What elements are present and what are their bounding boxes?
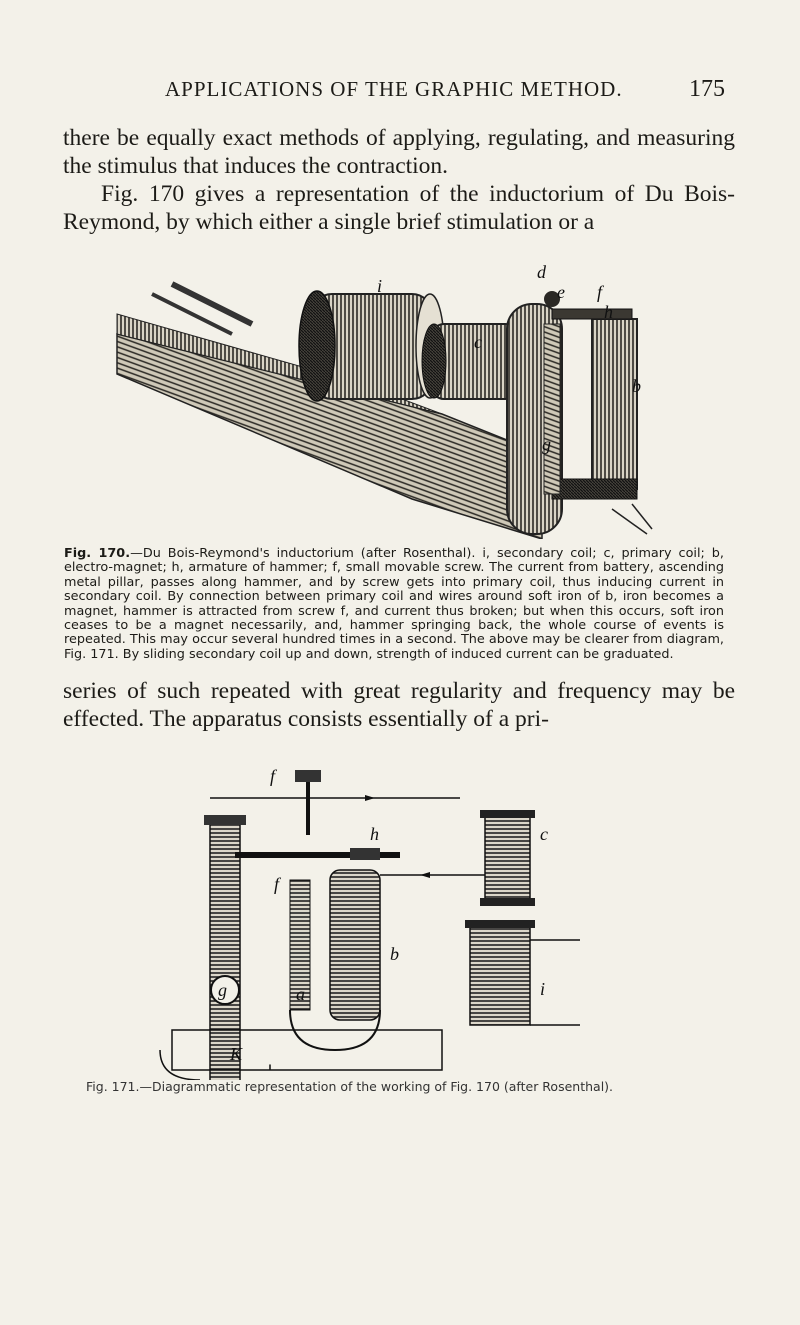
fig170-label-c: c [474,332,482,352]
fig170-label-f: f [597,282,603,302]
fig170-label-h: h [604,302,613,322]
paragraph-1-line-2: Fig. 170 gives a representation of the inductorium of Du Bois-Reymond, by which either a single brief stimulation or a [63,181,735,235]
figure-170-inductorium [112,264,672,539]
fig170-label-i: i [377,276,383,296]
fig171-label-h: h [370,824,379,844]
fig171-label-f-top: f [270,766,276,786]
fig171-label-i: i [540,979,546,999]
fig171-label-c: c [540,824,548,844]
paragraph-1-line-1: there be equally exact methods of applying, regulating, and measuring the stimulus that induces the contraction. [63,125,735,179]
figure-171-diagram [140,760,580,1080]
figure-170-caption-lead: Fig. 170. [64,546,131,561]
fig170-label-d: d [537,264,546,282]
screw-f [295,770,321,782]
electro-magnet [592,319,637,489]
running-title: APPLICATIONS OF THE GRAPHIC METHOD. [165,77,623,101]
fig171-label-b: b [390,944,399,964]
primary-coil-c [485,815,530,900]
paragraph-2 [63,677,735,733]
figure-170-caption [64,547,724,662]
hammer [552,309,632,319]
fig171-label-g: g [218,980,227,1000]
page-number: 175 [689,76,725,102]
fig171-label-k: K [230,1044,243,1064]
figure-170-caption-text: —Du Bois-Reymond's inductorium (after Rosenthal). i, secondary coil; c, primary coil; b, electro-magnet; h, armature of hammer; f, small movable screw. The current from battery, ascending metal pillar, passes along hammer, and by screw gets into primary coil, thus inducing current in secondary coil. By connection between primary coil and wires around soft iron of b, iron becomes a magnet, hammer is attracted from screw f, and current thus broken; but when this occurs, soft iron ceases to be a magnet necessarily, and, hammer springing back, the whole course of events is repeated. This may occur several hundred times in a second. The above may be clearer from diagram, Fig. 171. By sliding secondary coil up and down, strength of induced current can be graduated. [64,546,724,662]
fig170-label-e: e [557,282,565,302]
fig171-label-a: a [296,984,305,1004]
ascending-pillar [544,324,560,494]
paragraph-1 [63,124,735,236]
pillar-g [210,820,240,1080]
fig171-label-f: f [274,874,280,894]
fig170-label-b: b [632,376,641,396]
figure-171-caption: Fig. 171.—Diagrammatic representation of the working of Fig. 170 (after Rosenthal). [86,1079,614,1094]
page-header [165,76,725,103]
paragraph-2-text: series of such repeated with great regularity and frequency may be effected. The apparatus consists essentially of a pri- [63,678,735,732]
secondary-coil-i [470,925,530,1025]
electro-magnet-b [330,870,380,1020]
fig170-label-g: g [542,434,551,454]
